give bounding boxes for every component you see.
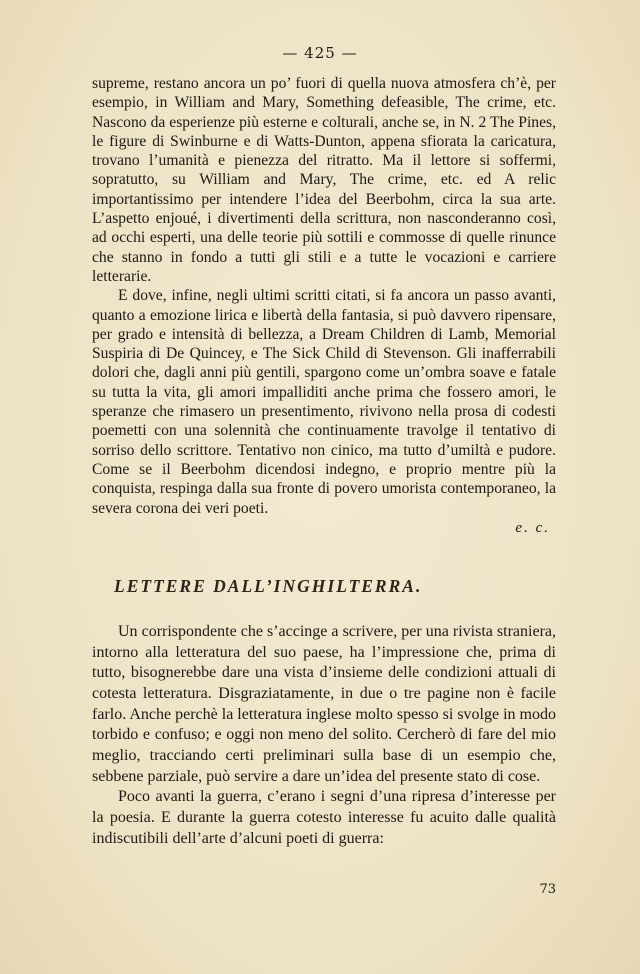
page-number-top: — 425 —: [282, 44, 358, 62]
section-heading: LETTERE DALL’INGHILTERRA.: [114, 575, 423, 596]
letter-paragraph-1: Un corrispondente che s’accinge a scrivere, per una rivista straniera, intorno alla letteratura del suo paese, ha l’impressione che, prima di tutto, bisognerebbe dare una vista d’insieme delle condizioni attuali di cotesta letteratura. Disgraziatamente, in due o tre pagine non è facile farlo. Anche perchè la letteratura inglese molto spesso si svolge in modo torbido e confuso; e oggi non meno del solito. Cercherò di fare del mio meglio, tracciando certi preliminari sulla base di un esempio che, sebbene parziale, può servire a dare un’idea del presente stato di cose.: [92, 622, 556, 785]
signature: e. c.: [515, 519, 550, 536]
review-paragraph-2: E dove, infine, negli ultimi scritti citati, si fa ancora un passo avanti, quanto a emozione lirica e libertà della fantasia, si può davvero ripensare, per grado e intensità di bellezza, a Dream Children di Lamb, Memorial Suspiria di De Quincey, e The Sick Child di Stevenson. Gli inafferrabili dolori che, dagli anni più gentili, spargono come un’ombra soave e fatale su tutta la vita, gli amori impalliditi anche prima che fossero amori, le speranze che rimasero un presentimento, rivivono nella prosa di codesti poemetti con una solennità che continuamente travolge il tentativo di sorriso dello scrittore. Tentativo non cinico, ma tutto d’umiltà e pudore. Come se il Beerbohm dicendosi indegno, e proprio mentre più la conquista, respinga dalla sua fronte di povero umorista contemporaneo, la severa corona dei veri poeti.: [92, 287, 556, 517]
review-paragraph-1: supreme, restano ancora un po’ fuori di quella nuova atmosfera ch’è, per esempio, in William and Mary, Something defeasible, The crime, etc. Nascono da esperienze più esterne e colturali, anche se, in N. 2 The Pines, le figure di Swinburne e di Watts-Dunton, appena sfiorata la caricatura, trovano l’umanità e pienezza del ritratto. Ma il lettore si soffermi, sopratutto, su William and Mary, The crime, etc. ed A relic importantissimo per intendere l’idea del Beerbohm, circa la sua arte. L’aspetto enjoué, i divertimenti della scrittura, non nasconderanno così, ad occhi esperti, una delle teorie più sottili e commosse di quelle rinunce che stanno in fondo a tutti gli stili e a tutte le vocazioni e carriere letterarie.: [92, 75, 556, 285]
page-number-bottom: 73: [539, 882, 556, 897]
letter-body: [92, 622, 556, 850]
text-body: [92, 74, 556, 850]
letter-paragraph-2: Poco avanti la guerra, c’erano i segni d’una ripresa d’interesse per la poesia. E durante la guerra cotesto interesse fu acuito dalle qualità indiscutibili dell’arte d’alcuni poeti di guerra:: [92, 788, 556, 847]
